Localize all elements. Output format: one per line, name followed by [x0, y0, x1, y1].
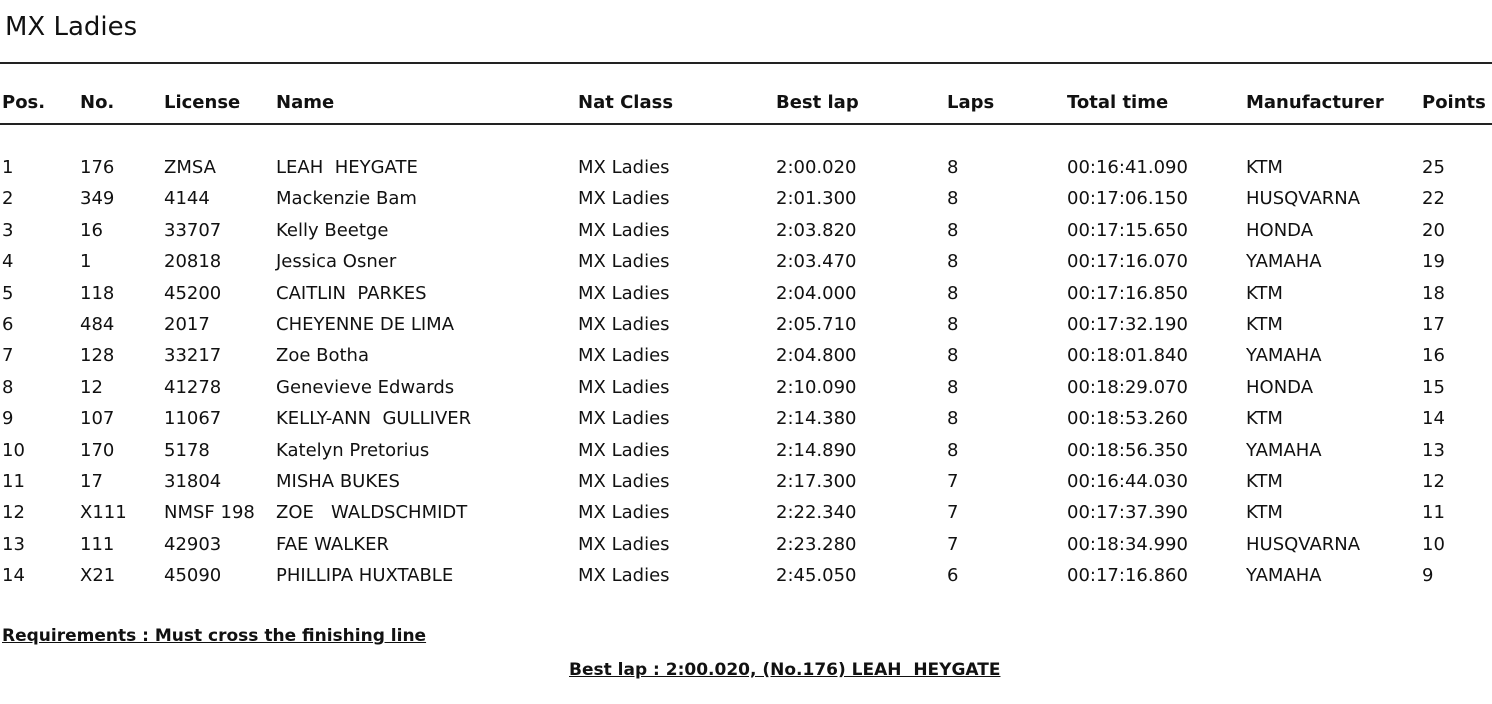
cell-nat-class: MX Ladies [578, 219, 670, 241]
cell-total-time: 00:17:06.150 [1067, 188, 1188, 210]
cell-total-time: 00:17:37.390 [1067, 502, 1188, 524]
cell-nat-class: MX Ladies [578, 408, 670, 430]
cell-pos: 1 [2, 157, 14, 178]
cell-points: 13 [1422, 439, 1445, 461]
cell-name: KELLY-ANN GULLIVER [276, 408, 472, 430]
cell-nat-class: MX Ladies [578, 439, 670, 461]
table-row [0, 529, 1492, 560]
cell-manufacturer: HONDA [1246, 219, 1314, 241]
cell-pos: 2 [2, 188, 14, 210]
cell-total-time: 00:18:01.840 [1067, 345, 1188, 367]
cell-total-time: 00:16:41.090 [1067, 157, 1188, 178]
cell-best-lap: 2:04.800 [776, 345, 857, 367]
cell-license: 33217 [164, 345, 222, 367]
table-row [0, 183, 1492, 214]
table-row [0, 372, 1492, 403]
table-row [0, 309, 1492, 340]
cell-name: CHEYENNE DE LIMA [276, 313, 455, 335]
cell-manufacturer: HUSQVARNA [1246, 533, 1361, 555]
cell-license: 4144 [164, 188, 210, 210]
cell-license: NMSF 198 [164, 502, 255, 524]
cell-pos: 8 [2, 376, 14, 398]
cell-total-time: 00:18:56.350 [1067, 439, 1188, 461]
cell-no: 111 [80, 533, 115, 555]
cell-no: X21 [80, 565, 116, 587]
cell-best-lap: 2:03.470 [776, 251, 857, 273]
cell-name: FAE WALKER [276, 533, 389, 555]
table-row [0, 246, 1492, 277]
cell-points: 19 [1422, 251, 1445, 273]
cell-points: 15 [1422, 376, 1445, 398]
header-points: Points [1422, 92, 1486, 113]
cell-pos: 10 [2, 439, 25, 461]
cell-best-lap: 2:00.020 [776, 157, 857, 178]
cell-name: Kelly Beetge [276, 219, 389, 241]
cell-best-lap: 2:17.300 [776, 470, 857, 492]
cell-license: 41278 [164, 376, 222, 398]
cell-license: 11067 [164, 408, 222, 430]
table-row [0, 466, 1492, 497]
cell-best-lap: 2:04.000 [776, 282, 857, 304]
cell-laps: 8 [947, 313, 959, 335]
cell-manufacturer: HUSQVARNA [1246, 188, 1361, 210]
cell-laps: 6 [947, 565, 959, 587]
table-row [0, 152, 1492, 183]
cell-no: X111 [80, 502, 127, 524]
cell-total-time: 00:18:53.260 [1067, 408, 1188, 430]
cell-nat-class: MX Ladies [578, 565, 670, 587]
cell-total-time: 00:16:44.030 [1067, 470, 1188, 492]
cell-name: Mackenzie Bam [276, 188, 417, 210]
table-header [0, 92, 1492, 122]
cell-best-lap: 2:14.380 [776, 408, 857, 430]
cell-pos: 6 [2, 313, 14, 335]
cell-manufacturer: KTM [1246, 470, 1283, 492]
table-row [0, 215, 1492, 246]
cell-name: Zoe Botha [276, 345, 369, 367]
cell-no: 12 [80, 376, 103, 398]
cell-nat-class: MX Ladies [578, 470, 670, 492]
cell-manufacturer: HONDA [1246, 376, 1314, 398]
cell-no: 1 [80, 251, 92, 273]
cell-nat-class: MX Ladies [578, 533, 670, 555]
results-table-body [0, 152, 1492, 591]
cell-points: 25 [1422, 157, 1445, 178]
cell-pos: 7 [2, 345, 14, 367]
cell-points: 14 [1422, 408, 1445, 430]
cell-laps: 8 [947, 219, 959, 241]
cell-nat-class: MX Ladies [578, 345, 670, 367]
cell-manufacturer: YAMAHA [1246, 565, 1322, 587]
cell-total-time: 00:17:16.850 [1067, 282, 1188, 304]
cell-best-lap: 2:23.280 [776, 533, 857, 555]
cell-points: 20 [1422, 219, 1445, 241]
cell-points: 17 [1422, 313, 1445, 335]
cell-name: CAITLIN PARKES [276, 282, 427, 304]
cell-laps: 8 [947, 251, 959, 273]
cell-points: 12 [1422, 470, 1445, 492]
cell-best-lap: 2:10.090 [776, 376, 857, 398]
cell-manufacturer: KTM [1246, 313, 1283, 335]
cell-name: Genevieve Edwards [276, 376, 455, 398]
cell-laps: 8 [947, 376, 959, 398]
header-divider [0, 123, 1492, 125]
cell-no: 170 [80, 439, 115, 461]
cell-nat-class: MX Ladies [578, 157, 670, 178]
cell-total-time: 00:17:32.190 [1067, 313, 1188, 335]
cell-name: ZOE WALDSCHMIDT [276, 502, 468, 524]
cell-no: 17 [80, 470, 103, 492]
cell-license: 31804 [164, 470, 222, 492]
cell-laps: 7 [947, 533, 959, 555]
title-divider [0, 62, 1492, 64]
cell-license: 5178 [164, 439, 210, 461]
cell-pos: 3 [2, 219, 14, 241]
cell-laps: 8 [947, 157, 959, 178]
header-laps: Laps [947, 92, 995, 113]
header-nat-class: Nat Class [578, 92, 674, 113]
cell-no: 349 [80, 188, 115, 210]
table-row [0, 560, 1492, 591]
cell-pos: 4 [2, 251, 14, 273]
cell-pos: 11 [2, 470, 25, 492]
cell-nat-class: MX Ladies [578, 502, 670, 524]
cell-total-time: 00:18:29.070 [1067, 376, 1188, 398]
cell-no: 107 [80, 408, 115, 430]
cell-name: Katelyn Pretorius [276, 439, 430, 461]
cell-no: 176 [80, 157, 115, 178]
cell-pos: 9 [2, 408, 14, 430]
cell-license: 20818 [164, 251, 222, 273]
requirements-note: Requirements : Must cross the finishing line [2, 626, 427, 646]
cell-no: 16 [80, 219, 103, 241]
cell-nat-class: MX Ladies [578, 313, 670, 335]
cell-nat-class: MX Ladies [578, 188, 670, 210]
table-row [0, 497, 1492, 528]
cell-laps: 7 [947, 502, 959, 524]
header-manufacturer: Manufacturer [1246, 92, 1384, 113]
cell-manufacturer: YAMAHA [1246, 251, 1322, 273]
cell-name: MISHA BUKES [276, 470, 400, 492]
cell-manufacturer: YAMAHA [1246, 345, 1322, 367]
cell-best-lap: 2:01.300 [776, 188, 857, 210]
cell-laps: 8 [947, 188, 959, 210]
cell-points: 22 [1422, 188, 1445, 210]
cell-pos: 5 [2, 282, 14, 304]
cell-total-time: 00:17:16.860 [1067, 565, 1188, 587]
cell-laps: 7 [947, 470, 959, 492]
cell-nat-class: MX Ladies [578, 282, 670, 304]
cell-no: 484 [80, 313, 115, 335]
cell-manufacturer: YAMAHA [1246, 439, 1322, 461]
cell-name: Jessica Osner [276, 251, 397, 273]
cell-total-time: 00:17:15.650 [1067, 219, 1188, 241]
cell-points: 9 [1422, 565, 1434, 587]
cell-laps: 8 [947, 408, 959, 430]
header-license: License [164, 92, 241, 113]
table-row [0, 435, 1492, 466]
page-title: MX Ladies [5, 12, 138, 42]
best-lap-note: Best lap : 2:00.020, (No.176) LEAH HEYGATE [569, 660, 1001, 680]
cell-license: 45200 [164, 282, 222, 304]
header-no: No. [80, 92, 115, 113]
cell-points: 18 [1422, 282, 1445, 304]
table-row [0, 403, 1492, 434]
cell-best-lap: 2:45.050 [776, 565, 857, 587]
cell-manufacturer: KTM [1246, 282, 1283, 304]
cell-pos: 12 [2, 502, 25, 524]
cell-pos: 13 [2, 533, 25, 555]
cell-total-time: 00:18:34.990 [1067, 533, 1188, 555]
table-row [0, 278, 1492, 309]
cell-points: 10 [1422, 533, 1445, 555]
cell-manufacturer: KTM [1246, 408, 1283, 430]
cell-laps: 8 [947, 282, 959, 304]
header-best-lap: Best lap [776, 92, 859, 113]
table-row [0, 340, 1492, 371]
cell-manufacturer: KTM [1246, 502, 1283, 524]
header-pos: Pos. [2, 92, 46, 113]
cell-license: 45090 [164, 565, 222, 587]
cell-license: ZMSA [164, 157, 216, 178]
cell-license: 42903 [164, 533, 222, 555]
cell-total-time: 00:17:16.070 [1067, 251, 1188, 273]
header-total-time: Total time [1067, 92, 1169, 113]
cell-best-lap: 2:22.340 [776, 502, 857, 524]
cell-no: 118 [80, 282, 115, 304]
header-name: Name [276, 92, 335, 113]
cell-name: PHILLIPA HUXTABLE [276, 565, 454, 587]
cell-license: 2017 [164, 313, 210, 335]
cell-laps: 8 [947, 439, 959, 461]
cell-best-lap: 2:14.890 [776, 439, 857, 461]
cell-nat-class: MX Ladies [578, 376, 670, 398]
cell-nat-class: MX Ladies [578, 251, 670, 273]
cell-manufacturer: KTM [1246, 157, 1283, 178]
cell-pos: 14 [2, 565, 25, 587]
cell-best-lap: 2:03.820 [776, 219, 857, 241]
cell-laps: 8 [947, 345, 959, 367]
cell-license: 33707 [164, 219, 222, 241]
cell-no: 128 [80, 345, 115, 367]
cell-name: LEAH HEYGATE [276, 157, 418, 178]
cell-best-lap: 2:05.710 [776, 313, 857, 335]
cell-points: 16 [1422, 345, 1445, 367]
cell-points: 11 [1422, 502, 1445, 524]
